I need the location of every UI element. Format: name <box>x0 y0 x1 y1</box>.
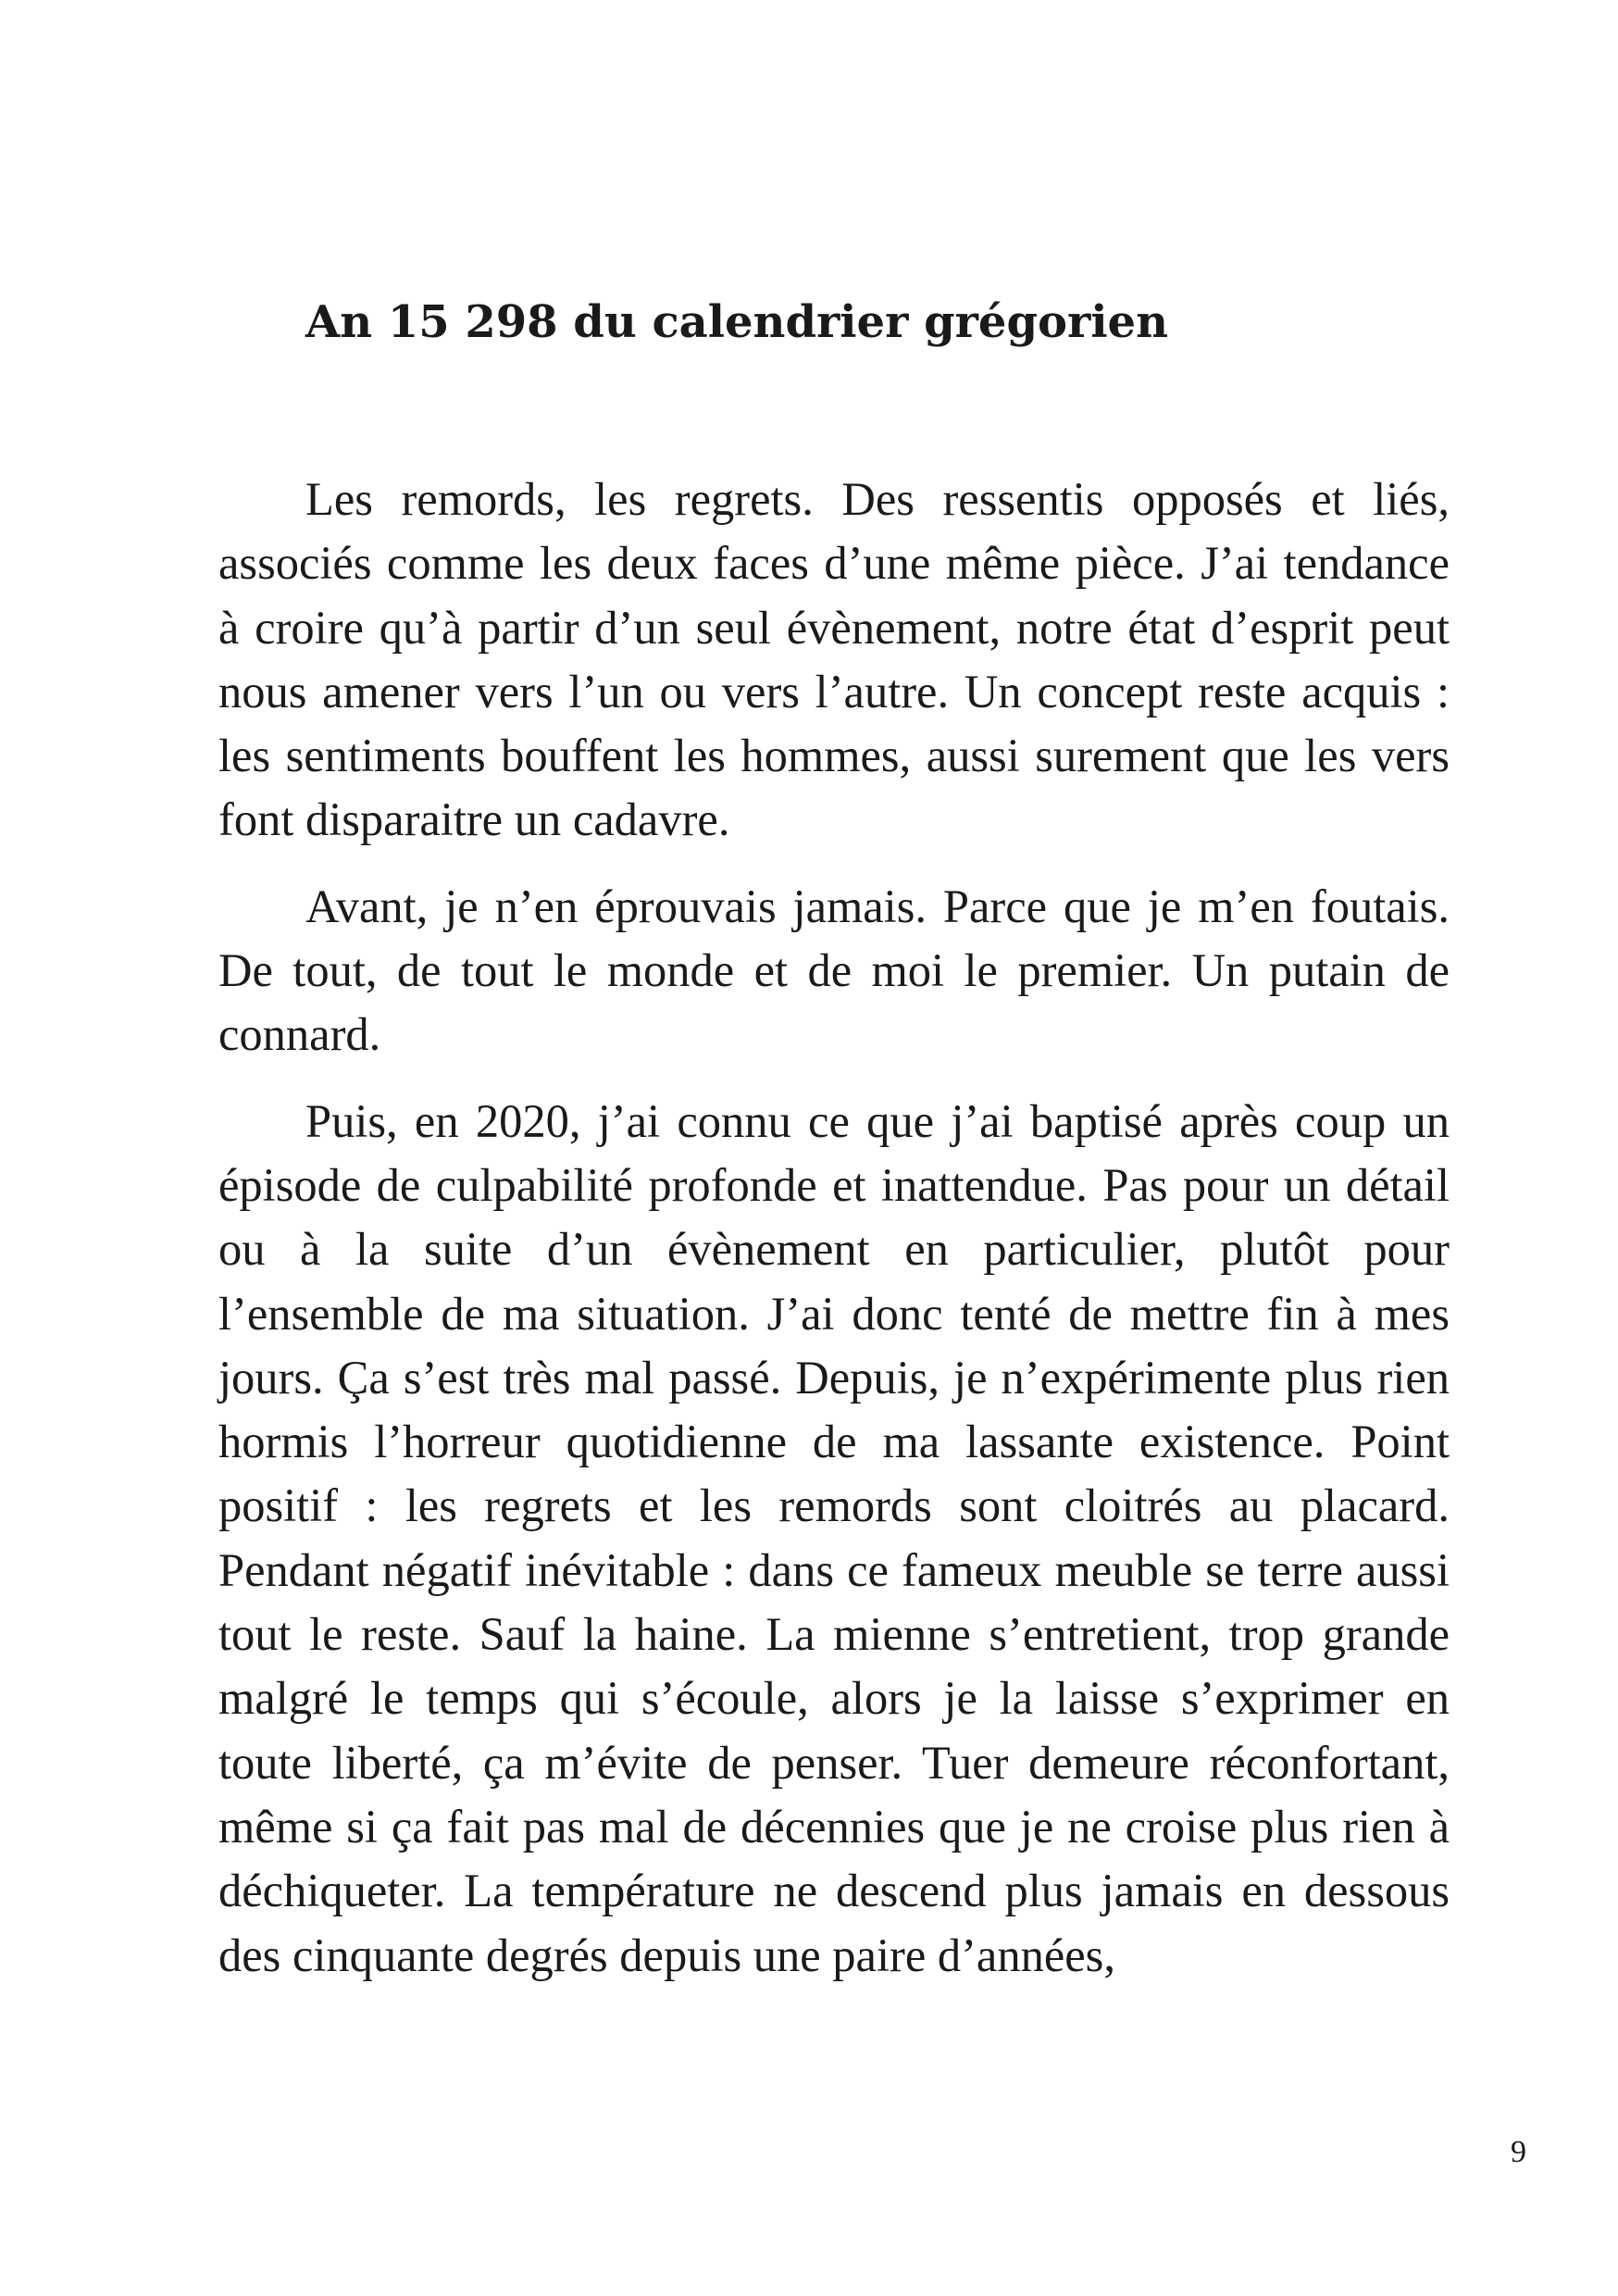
paragraph-2: Avant, je n’en éprouvais jamais. Parce que je m’en foutais. De tout, de tout le monde et de moi le premier. Un putain de connard. <box>218 880 1450 1061</box>
paragraph-1: Les remords, les regrets. Des ressentis opposés et liés, associés comme les deux faces d’une même pièce. J’ai tendance à croire qu’à partir d’un seul évènement, notre état d’esprit peut nous amener vers l’un ou vers l’autre. Un concept reste acquis : les sentiments bouffent les hommes, aussi surement que les vers font disparaitre un cadavre. <box>218 473 1450 846</box>
paragraph-3: Puis, en 2020, j’ai connu ce que j’ai baptisé après coup un épisode de culpabilité profonde et inattendue. Pas pour un détail ou à la suite d’un évènement en particulier, plutôt pour l’ensemble de ma situation. J’ai donc tenté de mettre fin à mes jours. Ça s’est très mal passé. Depuis, je n’expérimente plus rien hormis l’horreur quotidienne de ma lassante existence. Point positif : les regrets et les remords sont cloitrés au placard. Pendant négatif inévitable : dans ce fameux meuble se terre aussi tout le reste. Sauf la haine. La mienne s’entretient, trop grande malgré le temps qui s’écoule, alors je la laisse s’exprimer en toute liberté, ça m’évite de penser. Tuer demeure réconfortant, même si ça fait pas mal de décennies que je ne croise plus rien à déchiqueter. La température ne descend plus jamais en dessous des cinquante degrés depuis une paire d’années, <box>218 1094 1450 1981</box>
body-text <box>218 468 1450 2010</box>
page-number: 9 <box>1511 2135 1526 2169</box>
chapter-title: An 15 298 du calendrier grégorien <box>305 296 1168 348</box>
